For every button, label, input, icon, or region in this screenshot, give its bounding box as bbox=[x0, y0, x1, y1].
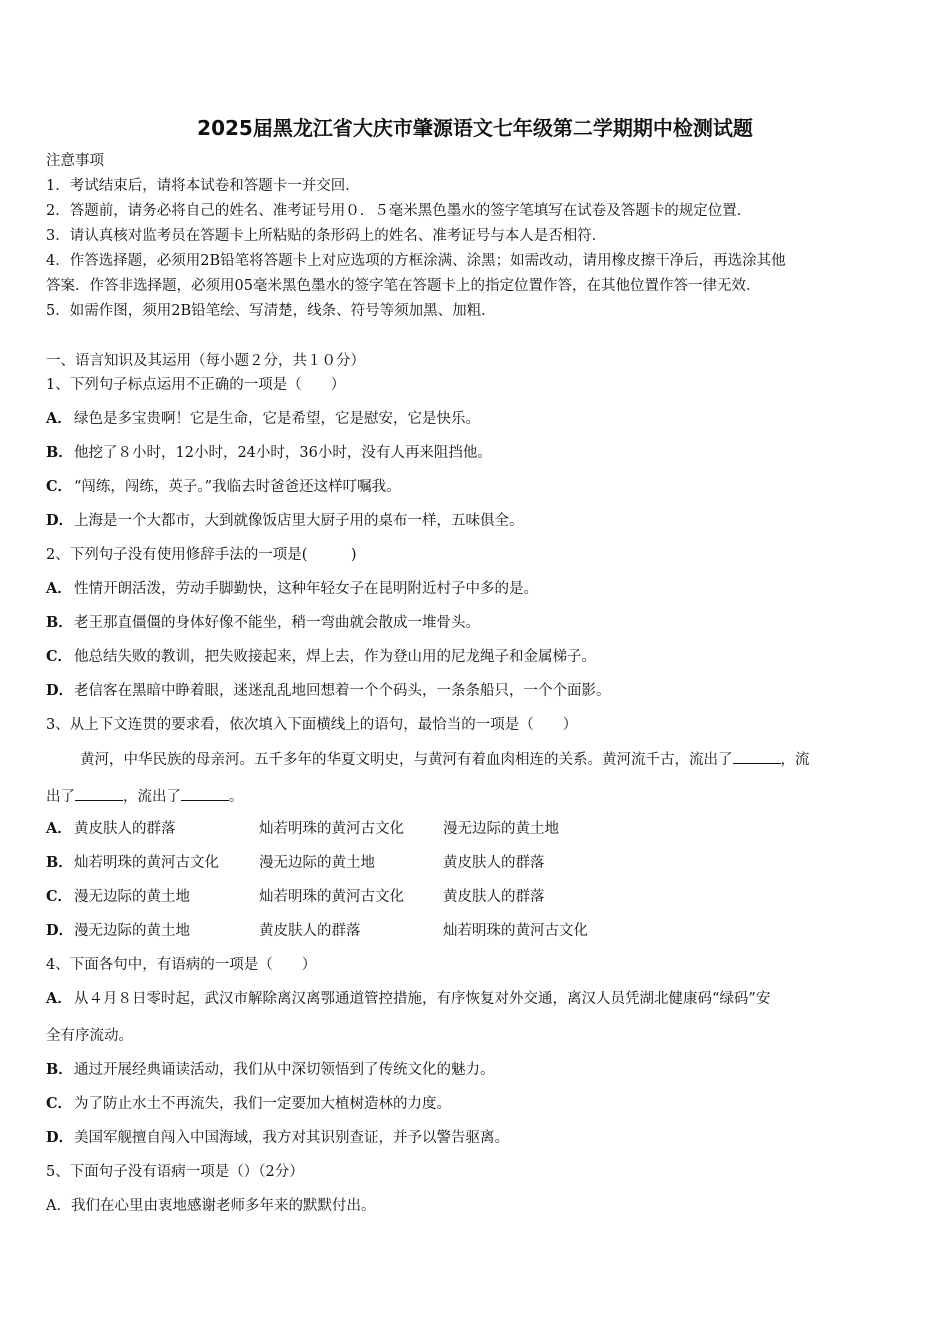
option-label: A． bbox=[46, 580, 72, 597]
option-label: D． bbox=[46, 682, 74, 699]
option-row bbox=[46, 887, 646, 907]
question-stem: 2、下列句子没有使用修辞手法的一项是( ) bbox=[46, 547, 357, 563]
option-text: 从４月８日零时起，武汉市解除离汉离鄂通道管控措施，有序恢复对外交通，离汉人员凭湖北健康码“绿码”安 bbox=[74, 991, 771, 1007]
option-row bbox=[46, 989, 770, 1009]
option-label: D． bbox=[46, 1129, 74, 1146]
option-label: B． bbox=[46, 614, 73, 631]
notice-item: 1．考试结束后，请将本试卷和答题卡一并交回． bbox=[46, 178, 360, 194]
option-text: 上海是一个大都市，大到就像饭店里大厨子用的桌布一样，五味俱全。 bbox=[74, 513, 524, 529]
option-row bbox=[46, 681, 611, 701]
option-choice: 灿若明珠的黄河古文化 bbox=[259, 889, 404, 905]
option-label: C． bbox=[46, 1095, 73, 1112]
option-row bbox=[46, 647, 596, 667]
option-label: A． bbox=[46, 820, 72, 837]
passage-text: ，流出了 bbox=[123, 789, 181, 805]
option-label: A． bbox=[46, 990, 72, 1007]
option-choice: 灿若明珠的黄河古文化 bbox=[443, 923, 588, 939]
passage-line bbox=[80, 749, 810, 770]
option-row bbox=[46, 443, 492, 463]
option-text: 为了防止水土不再流失，我们一定要加大植树造林的力度。 bbox=[74, 1096, 451, 1112]
option-choice: 漫无边际的黄土地 bbox=[259, 855, 375, 871]
option-text: 老信客在黑暗中睁着眼，迷迷乱乱地回想着一个个码头，一条条船只，一个个面影。 bbox=[74, 683, 611, 699]
option-text: 他挖了８小时，12小时，24小时，36小时，没有人再来阻挡他。 bbox=[74, 445, 492, 461]
option-choice: 灿若明珠的黄河古文化 bbox=[259, 821, 404, 837]
option-text: 绿色是多宝贵啊！它是生命，它是希望，它是慰安，它是快乐。 bbox=[74, 411, 480, 427]
option-label: B． bbox=[46, 444, 73, 461]
question-stem: 5、下面句子没有语病一项是（）（2分） bbox=[46, 1164, 304, 1180]
option-text-continued: 全有序流动。 bbox=[46, 1028, 133, 1044]
option-choice: 黄皮肤人的群落 bbox=[74, 821, 176, 837]
option-label: B． bbox=[46, 1061, 73, 1078]
question-stem: 1、下列句子标点运用不正确的一项是（ ） bbox=[46, 377, 346, 393]
option-text: “闯练，闯练，英子。”我临去时爸爸还这样叮嘱我。 bbox=[74, 479, 401, 495]
passage-text: 出了 bbox=[46, 789, 75, 805]
option-choice: 黄皮肤人的群落 bbox=[443, 855, 545, 871]
option-label: D． bbox=[46, 922, 74, 939]
option-choice: 黄皮肤人的群落 bbox=[259, 923, 361, 939]
option-label: C． bbox=[46, 648, 73, 665]
option-row bbox=[46, 1128, 509, 1148]
question-stem: 4、下面各句中，有语病的一项是（ ） bbox=[46, 957, 317, 973]
option-text: 性情开朗活泼，劳动手脚勤快，这种年轻女子在昆明附近村子中多的是。 bbox=[74, 581, 538, 597]
option-label: C． bbox=[46, 888, 73, 905]
passage-text: ，流 bbox=[780, 752, 810, 768]
option-row bbox=[46, 819, 646, 839]
option-label: A． bbox=[46, 410, 72, 427]
notice-heading: 注意事项 bbox=[46, 153, 104, 169]
option-choice: 黄皮肤人的群落 bbox=[443, 889, 545, 905]
notice-item: 答案．作答非选择题，必须用05毫米黑色墨水的签字笔在答题卡上的指定位置作答，在其他位置作答一律无效． bbox=[46, 278, 761, 294]
option-choice: 漫无边际的黄土地 bbox=[74, 923, 190, 939]
notice-item: 5．如需作图，须用2B铅笔绘、写清楚，线条、符号等须加黑、加粗． bbox=[46, 303, 496, 319]
option-row: A．我们在心里由衷地感谢老师多年来的默默付出。 bbox=[46, 1198, 376, 1214]
option-row bbox=[46, 921, 646, 941]
option-row bbox=[46, 1094, 451, 1114]
option-text: 通过开展经典诵读活动，我们从中深切领悟到了传统文化的魅力。 bbox=[74, 1062, 495, 1078]
option-label: D． bbox=[46, 512, 74, 529]
option-row bbox=[46, 1060, 495, 1080]
passage-line bbox=[46, 786, 244, 807]
option-text: 美国军舰擅自闯入中国海域，我方对其识别查证，并予以警告驱离。 bbox=[74, 1130, 509, 1146]
page-title: 2025届黑龙江省大庆市肇源语文七年级第二学期期中检测试题 bbox=[197, 116, 753, 140]
option-row bbox=[46, 853, 646, 873]
fill-blank bbox=[181, 786, 229, 801]
option-text: 他总结失败的教训，把失败接起来，焊上去，作为登山用的尼龙绳子和金属梯子。 bbox=[74, 649, 596, 665]
passage-text: 。 bbox=[229, 789, 244, 805]
passage-text: 黄河，中华民族的母亲河。五千多年的华夏文明史，与黄河有着血肉相连的关系。黄河流千古，流出了 bbox=[80, 752, 733, 768]
question-stem: 3、从上下文连贯的要求看，依次填入下面横线上的语句，最恰当的一项是（ ） bbox=[46, 717, 578, 733]
fill-blank bbox=[75, 786, 123, 801]
option-row bbox=[46, 613, 480, 633]
option-label: C． bbox=[46, 478, 73, 495]
notice-item: 4．作答选择题，必须用2B铅笔将答题卡上对应选项的方框涂满、涂黑；如需改动，请用橡皮擦干净后，再选涂其他 bbox=[46, 253, 786, 269]
option-choice: 漫无边际的黄土地 bbox=[74, 889, 190, 905]
option-row bbox=[46, 511, 524, 531]
option-text: 老王那直僵僵的身体好像不能坐，稍一弯曲就会散成一堆骨头。 bbox=[74, 615, 480, 631]
option-choice: 灿若明珠的黄河古文化 bbox=[74, 855, 219, 871]
notice-item: 2．答题前，请务必将自己的姓名、准考证号用０．５毫米黑色墨水的签字笔填写在试卷及答题卡的规定位置． bbox=[46, 203, 752, 219]
option-row bbox=[46, 409, 480, 429]
option-label: B． bbox=[46, 854, 73, 871]
option-choice: 漫无边际的黄土地 bbox=[443, 821, 559, 837]
option-row bbox=[46, 477, 401, 497]
section-heading: 一、语言知识及其运用（每小题２分，共１０分） bbox=[46, 353, 365, 369]
notice-item: 3．请认真核对监考员在答题卡上所粘贴的条形码上的姓名、准考证号与本人是否相符． bbox=[46, 228, 607, 244]
fill-blank bbox=[733, 749, 781, 764]
option-row bbox=[46, 579, 538, 599]
